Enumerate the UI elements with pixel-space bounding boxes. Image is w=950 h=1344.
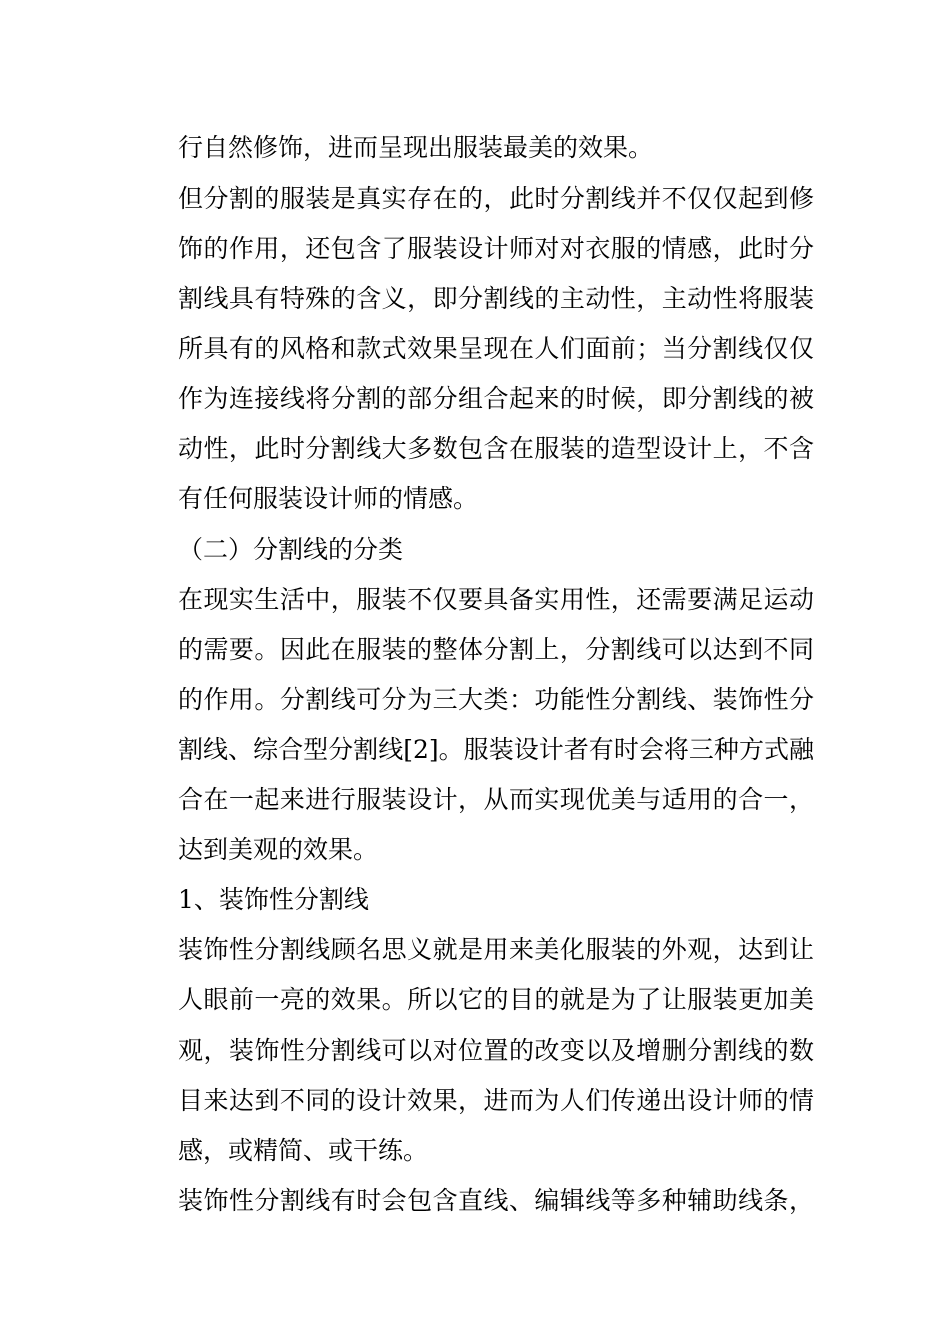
text-line: 的需要。因此在服装的整体分割上，分割线可以达到不同	[178, 635, 814, 664]
text-line: 装饰性分割线顾名思义就是用来美化服装的外观，达到让	[178, 935, 814, 964]
text-line: 人眼前一亮的效果。所以它的目的就是为了让服装更加美	[178, 985, 814, 1014]
text-line: 在现实生活中，服装不仅要具备实用性，还需要满足运动	[178, 585, 814, 614]
text-line: 行自然修饰，进而呈现出服装最美的效果。	[178, 133, 654, 162]
text-line: 装饰性分割线有时会包含直线、编辑线等多种辅助线条，	[178, 1186, 814, 1215]
text-line: 作为连接线将分割的部分组合起来的时候，即分割线的被	[178, 384, 814, 413]
text-line: 的作用。分割线可分为三大类：功能性分割线、装饰性分	[178, 685, 814, 714]
text-line: 割线具有特殊的含义，即分割线的主动性，主动性将服装	[178, 284, 814, 313]
text-line: 但分割的服装是真实存在的，此时分割线并不仅仅起到修	[178, 184, 814, 213]
text-line: 合在一起来进行服装设计，从而实现优美与适用的合一，	[178, 785, 814, 814]
section-heading: （二）分割线的分类	[178, 535, 404, 564]
text-line: 有任何服装设计师的情感。	[178, 484, 479, 513]
text-line: 目来达到不同的设计效果，进而为人们传递出设计师的情	[178, 1086, 814, 1115]
text-line: 动性，此时分割线大多数包含在服装的造型设计上，不含	[178, 434, 814, 463]
text-line: 割线、综合型分割线[2]。服装设计者有时会将三种方式融	[178, 735, 814, 764]
text-line: 饰的作用，还包含了服装设计师对对衣服的情感，此时分	[178, 234, 814, 263]
text-line: 所具有的风格和款式效果呈现在人们面前；当分割线仅仅	[178, 334, 814, 363]
text-line: 观，装饰性分割线可以对位置的改变以及增删分割线的数	[178, 1036, 814, 1065]
text-line: 感，或精简、或干练。	[178, 1136, 429, 1165]
text-line: 达到美观的效果。	[178, 835, 379, 864]
subsection-heading: 1、装饰性分割线	[178, 885, 369, 914]
